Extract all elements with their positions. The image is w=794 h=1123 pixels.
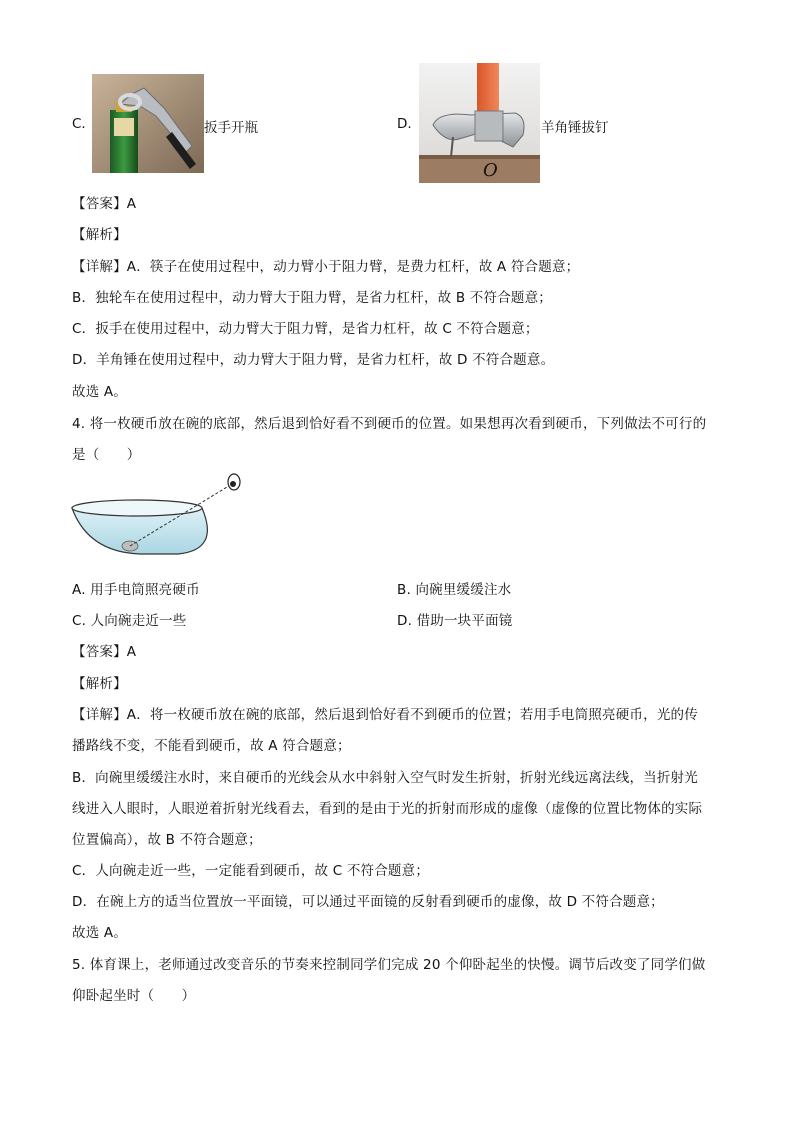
q4-detail-line-6: C．人向碗走近一些，一定能看到硬币，故 C 不符合题意； [72, 863, 430, 879]
q4-stem-line-1: 4. 将一枚硬币放在碗的底部，然后退到恰好看不到硬币的位置。如果想再次看到硬币，下列做法不可行的 [72, 416, 707, 432]
q4-analysis-tag: 【解析】 [72, 676, 127, 692]
q3-analysis-tag: 【解析】 [72, 227, 127, 243]
q4-detail-line-2: 播路线不变，不能看到硬币，故 A 符合题意； [72, 738, 351, 754]
option-d-label: D. [397, 116, 412, 132]
q3-detail-line-1: 【详解】A．筷子在使用过程中，动力臂小于阻力臂，是费力杠杆，故 A 符合题意； [72, 259, 580, 275]
q4-detail-line-4: 线进入人眼时，人眼逆着折射光线看去，看到的是由于光的折射而形成的虚像（虚像的位置比物体的实际 [72, 801, 703, 817]
q4-option-a: A. 用手电筒照亮硬币 [72, 582, 200, 598]
q5-stem-line-2: 仰卧起坐时（ ） [72, 988, 196, 1004]
pivot-letter-o: O [483, 160, 498, 181]
q4-option-c: C. 人向碗走近一些 [72, 613, 187, 629]
q3-detail-line-3: C．扳手在使用过程中，动力臂大于阻力臂，是省力杠杆，故 C 不符合题意； [72, 321, 539, 337]
q4-detail-line-8: 故选 A。 [72, 925, 128, 941]
q4-detail-line-7: D．在碗上方的适当位置放一平面镜，可以通过平面镜的反射看到硬币的虚像，故 D 不符合题意； [72, 894, 664, 910]
bottle-opener-photo [92, 74, 204, 173]
bowl-coin-diagram [70, 470, 250, 560]
q4-stem-line-2: 是（ ） [72, 447, 141, 463]
q4-detail-line-3: B．向碗里缓缓注水时，来自硬币的光线会从水中斜射入空气时发生折射，折射光线远离法线，当折射光 [72, 770, 698, 786]
option-c-caption: 扳手开瓶 [204, 120, 258, 136]
q4-answer: 【答案】A [72, 644, 137, 660]
q5-stem-line-1: 5. 体育课上，老师通过改变音乐的节奏来控制同学们完成 20 个仰卧起坐的快慢。调节后改变了同学们做 [72, 957, 706, 973]
q3-detail-line-4: D．羊角锤在使用过程中，动力臂大于阻力臂，是省力杠杆，故 D 不符合题意。 [72, 352, 555, 368]
q4-option-b: B. 向碗里缓缓注水 [397, 582, 512, 598]
claw-hammer-photo [419, 63, 540, 183]
q4-detail-line-1: 【详解】A．将一枚硬币放在碗的底部，然后退到恰好看不到硬币的位置；若用手电筒照亮硬币，光的传 [72, 707, 698, 723]
q3-detail-line-5: 故选 A。 [72, 384, 128, 400]
option-d-caption: 羊角锤拔钉 [541, 120, 609, 136]
q4-option-d: D. 借助一块平面镜 [397, 613, 513, 629]
option-c-label: C. [72, 116, 86, 132]
q3-answer: 【答案】A [72, 196, 137, 212]
q4-detail-line-5: 位置偏高），故 B 不符合题意； [72, 832, 262, 848]
q3-detail-line-2: B．独轮车在使用过程中，动力臂大于阻力臂，是省力杠杆，故 B 不符合题意； [72, 290, 553, 306]
